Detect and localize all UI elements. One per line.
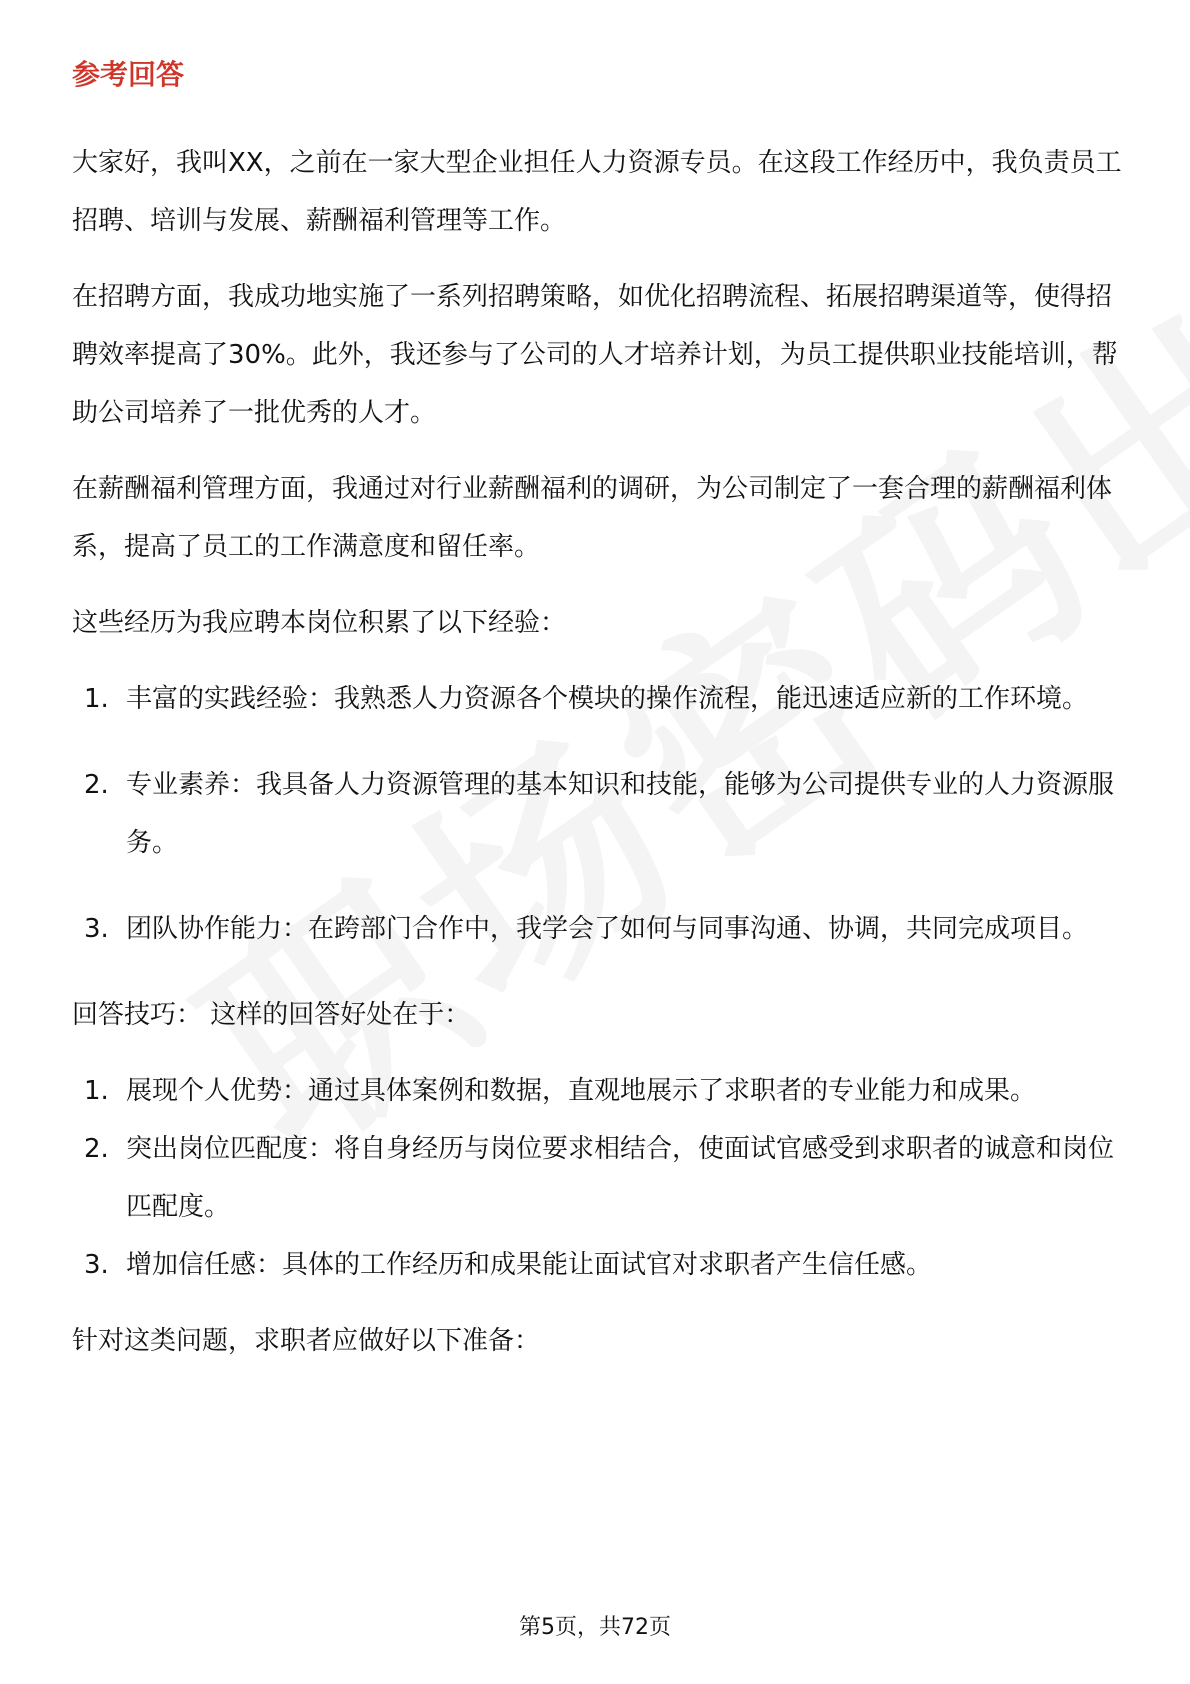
list-item xyxy=(72,1236,1122,1294)
list-text: 丰富的实践经验：我熟悉人力资源各个模块的操作流程，能迅速适应新的工作环境。 xyxy=(126,684,1089,714)
paragraph-experience-lead: 这些经历为我应聘本岗位积累了以下经验： xyxy=(72,608,567,638)
page-footer: 第5页，共72页 xyxy=(519,1615,671,1640)
list-item xyxy=(72,756,1122,872)
document-body xyxy=(72,40,1122,1388)
list-item xyxy=(72,900,1122,958)
list-number: 3. xyxy=(84,1250,109,1280)
list-item xyxy=(72,1120,1122,1236)
paragraph-compensation: 在薪酬福利管理方面，我通过对行业薪酬福利的调研，为公司制定了一套合理的薪酬福利体系，提高了员工的工作满意度和留任率。 xyxy=(72,474,1113,562)
closing-paragraph: 针对这类问题，求职者应做好以下准备： xyxy=(72,1326,541,1356)
list-text: 突出岗位匹配度：将自身经历与岗位要求相结合，使面试官感受到求职者的诚意和岗位匹配度。 xyxy=(126,1134,1115,1222)
tips-heading: 回答技巧： 这样的回答好处在于： xyxy=(72,1000,471,1030)
list-text: 团队协作能力：在跨部门合作中，我学会了如何与同事沟通、协调，共同完成项目。 xyxy=(126,914,1089,944)
list-number: 3. xyxy=(84,914,109,944)
list-number: 1. xyxy=(84,1076,109,1106)
list-text: 专业素养：我具备人力资源管理的基本知识和技能，能够为公司提供专业的人力资源服务。 xyxy=(126,770,1115,858)
list-item xyxy=(72,670,1122,728)
list-number: 1. xyxy=(84,684,109,714)
experience-list xyxy=(72,670,1122,958)
tips-list xyxy=(72,1062,1122,1294)
list-item xyxy=(72,1062,1122,1120)
paragraph-recruiting: 在招聘方面，我成功地实施了一系列招聘策略，如优化招聘流程、拓展招聘渠道等，使得招聘效率提高了30%。此外，我还参与了公司的人才培养计划，为员工提供职业技能培训，帮助公司培养了一批优秀的人才。 xyxy=(72,282,1118,428)
list-number: 2. xyxy=(84,770,109,800)
list-number: 2. xyxy=(84,1134,109,1164)
paragraph-intro: 大家好，我叫XX，之前在一家大型企业担任人力资源专员。在这段工作经历中，我负责员工招聘、培训与发展、薪酬福利管理等工作。 xyxy=(72,148,1122,236)
list-text: 增加信任感：具体的工作经历和成果能让面试官对求职者产生信任感。 xyxy=(126,1250,933,1280)
section-heading: 参考回答 xyxy=(72,58,185,91)
list-text: 展现个人优势：通过具体案例和数据，直观地展示了求职者的专业能力和成果。 xyxy=(126,1076,1037,1106)
